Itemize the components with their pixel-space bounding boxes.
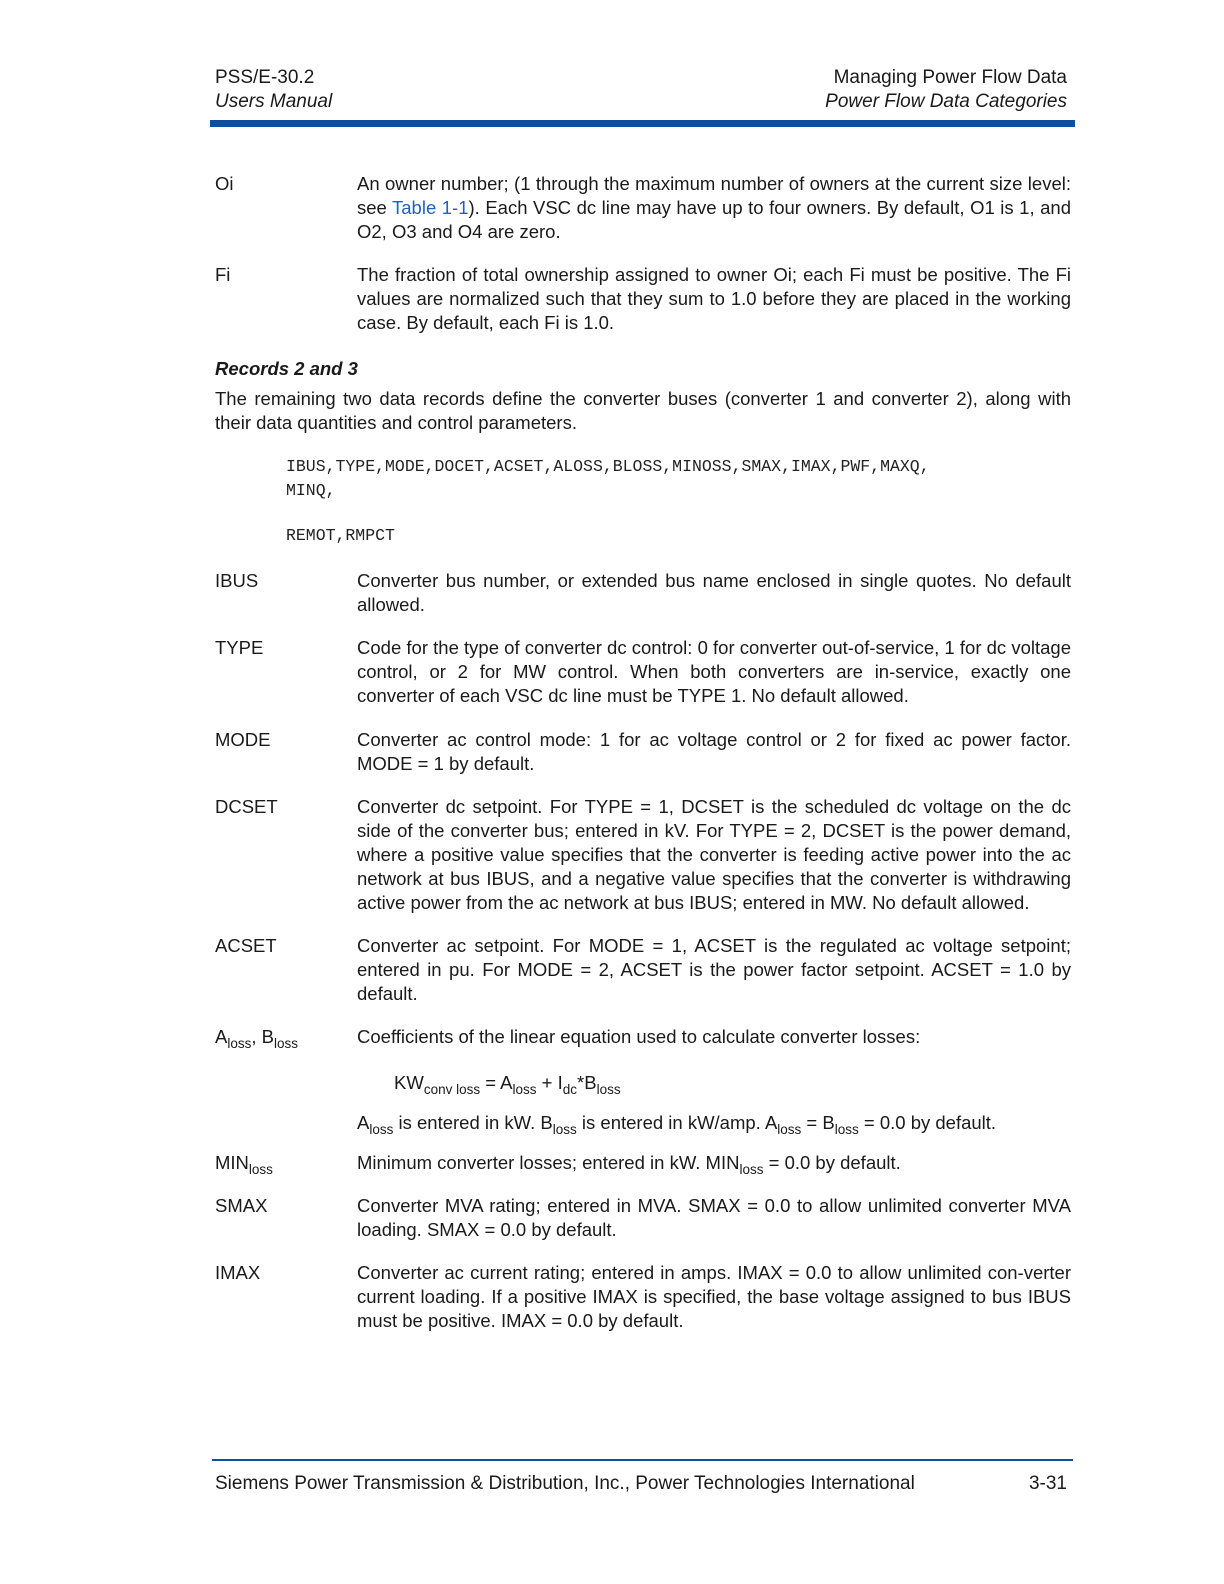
term-b: B (261, 1026, 274, 1047)
eq-part: KW (394, 1072, 424, 1093)
definition-term (215, 1025, 357, 1049)
definition-term: Oi (215, 173, 234, 194)
eq-sub: conv loss (423, 1082, 481, 1097)
record-format-line: IBUS,TYPE,MODE,DOCET,ACSET,ALOSS,BLOSS,MINOSS,SMAX,IMAX,PWF,MAXQ, (286, 457, 930, 476)
note-part: = 0.0 by default. (858, 1112, 997, 1133)
definition-term: IMAX (215, 1262, 261, 1283)
loss-equation (215, 1071, 1071, 1095)
note-sub: loss (777, 1122, 802, 1137)
desc-text: MIN (705, 1152, 740, 1173)
header-rule (210, 120, 1075, 127)
spacer (215, 1071, 357, 1095)
definition-type (215, 636, 1071, 708)
note-part: A (764, 1112, 778, 1133)
eq-sub: loss (512, 1082, 537, 1097)
definition-minloss (215, 1151, 1071, 1175)
desc-text: = 0.0 by default. (763, 1152, 901, 1173)
eq-part: * (577, 1072, 585, 1093)
definition-acset (215, 934, 1071, 1006)
term-sub: loss (273, 1036, 298, 1051)
section-title-header: Power Flow Data Categories (825, 91, 1067, 112)
term-text: MIN (215, 1152, 249, 1173)
record-format-line: REMOT,RMPCT (286, 526, 395, 545)
table-link[interactable]: Table 1-1 (392, 197, 469, 218)
definition-ibus (215, 569, 1071, 617)
record-format-line: MINQ, (286, 481, 336, 500)
header-right (825, 66, 1067, 114)
definition-desc: The fraction of total ownership assigned to owner Oi; each Fi must be positive. The Fi values are normalized such that they sum to 1.0 before they are placed in the working case. By default, each Fi is 1.0. (357, 264, 1071, 333)
records-intro: The remaining two data records define the converter buses (converter 1 and converter 2), along with their data quantities and control parameters. (215, 388, 1071, 433)
definition-smax (215, 1194, 1071, 1242)
definition-desc: Converter ac setpoint. For MODE = 1, ACSET is the regulated ac voltage setpoint; entered in pu. For MODE = 2, ACSET is the power factor setpoint. ACSET = 1.0 by default. (357, 935, 1071, 1004)
desc-text: An owner number; (1 through the maximum number of owners at the current size level: see (357, 173, 1071, 218)
eq-part: A (500, 1072, 513, 1093)
definition-imax (215, 1261, 1071, 1333)
chapter-title: Managing Power Flow Data (833, 67, 1067, 88)
doc-subtitle: Users Manual (215, 91, 333, 112)
records-heading: Records 2 and 3 (215, 358, 358, 379)
footer-company: Siemens Power Transmission & Distribution, Inc., Power Technologies International (215, 1473, 915, 1494)
doc-id: PSS/E-30.2 (215, 67, 315, 88)
eq-part: = (480, 1072, 501, 1093)
desc-sub: loss (739, 1162, 764, 1177)
definition-term: MODE (215, 729, 271, 750)
note-part: = (801, 1112, 823, 1133)
eq-sub: loss (596, 1082, 621, 1097)
desc-text: Minimum converter losses; entered in kW. (357, 1152, 706, 1173)
note-sub: loss (834, 1122, 859, 1137)
desc-text: ). Each VSC dc line may have up to four owners. By default, O1 is 1, and O2, O3 and O4 are zero. (357, 197, 1071, 242)
definition-desc (357, 1151, 1071, 1175)
definition-term: SMAX (215, 1195, 268, 1216)
definition-fi (215, 263, 1071, 335)
definition-desc (357, 1111, 1071, 1135)
definition-dcset (215, 795, 1071, 915)
definition-desc: Converter dc setpoint. For TYPE = 1, DCSET is the scheduled dc voltage on the dc side of the converter bus; entered in kV. For TYPE = 2, DCSET is the power demand, where a positive value specifies that the converter is feeding active power into the ac network at bus IBUS, and a negative value specifies that the converter is withdrawing active power from the ac network at bus IBUS; entered in MW. No default allowed. (357, 796, 1071, 913)
definition-oi (215, 172, 1071, 244)
term-a: A (215, 1026, 228, 1047)
term-sep: , (251, 1026, 262, 1047)
definition-term: DCSET (215, 796, 278, 817)
footer-rule (212, 1459, 1073, 1461)
page-body (215, 172, 1071, 1333)
header-left (215, 66, 332, 114)
definition-mode (215, 728, 1071, 776)
note-part: is entered in kW. (393, 1112, 541, 1133)
definition-term: ACSET (215, 935, 277, 956)
page-number: 3-31 (1028, 1473, 1067, 1494)
definition-desc: Converter bus number, or extended bus name enclosed in single quotes. No default allowed. (357, 570, 1071, 615)
note-sub: loss (552, 1122, 577, 1137)
note-part: B (540, 1112, 553, 1133)
eq-part: B (584, 1072, 597, 1093)
definition-desc: Code for the type of converter dc control: 0 for converter out-of-service, 1 for dc voltage control, or 2 for MW control. When both converters are in-service, exactly one converter of each VSC dc line must be TYPE 1. No default allowed. (357, 637, 1071, 706)
equation (357, 1071, 1071, 1095)
definition-desc (357, 172, 1071, 244)
term-sub: loss (248, 1162, 273, 1177)
definition-term: Fi (215, 264, 231, 285)
note-part: B (822, 1112, 835, 1133)
eq-part: + (536, 1072, 558, 1093)
definition-term: IBUS (215, 570, 259, 591)
loss-note (215, 1111, 1071, 1135)
definition-desc: Converter MVA rating; entered in MVA. SMAX = 0.0 to allow unlimited converter MVA loading. SMAX = 0.0 by default. (357, 1195, 1071, 1240)
definition-term: TYPE (215, 637, 264, 658)
eq-sub: dc (562, 1082, 578, 1097)
definition-desc: Coefficients of the linear equation used to calculate converter losses: (357, 1026, 921, 1047)
note-part: is entered in kW/amp. (576, 1112, 765, 1133)
definition-term (215, 1151, 357, 1175)
note-sub: loss (369, 1122, 394, 1137)
spacer (215, 1111, 357, 1135)
eq-part: I (557, 1072, 563, 1093)
definition-loss-coefficients (215, 1025, 1071, 1049)
note-part: A (357, 1112, 370, 1133)
term-sub: loss (227, 1036, 252, 1051)
definition-desc: Converter ac current rating; entered in amps. IMAX = 0.0 to allow unlimited con-verter current loading. If a positive IMAX is specified, the base voltage assigned to bus IBUS must be positive. IMAX = 0.0 by default. (357, 1262, 1071, 1331)
definition-desc: Converter ac control mode: 1 for ac voltage control or 2 for fixed ac power factor. MODE = 1 by default. (357, 729, 1071, 774)
